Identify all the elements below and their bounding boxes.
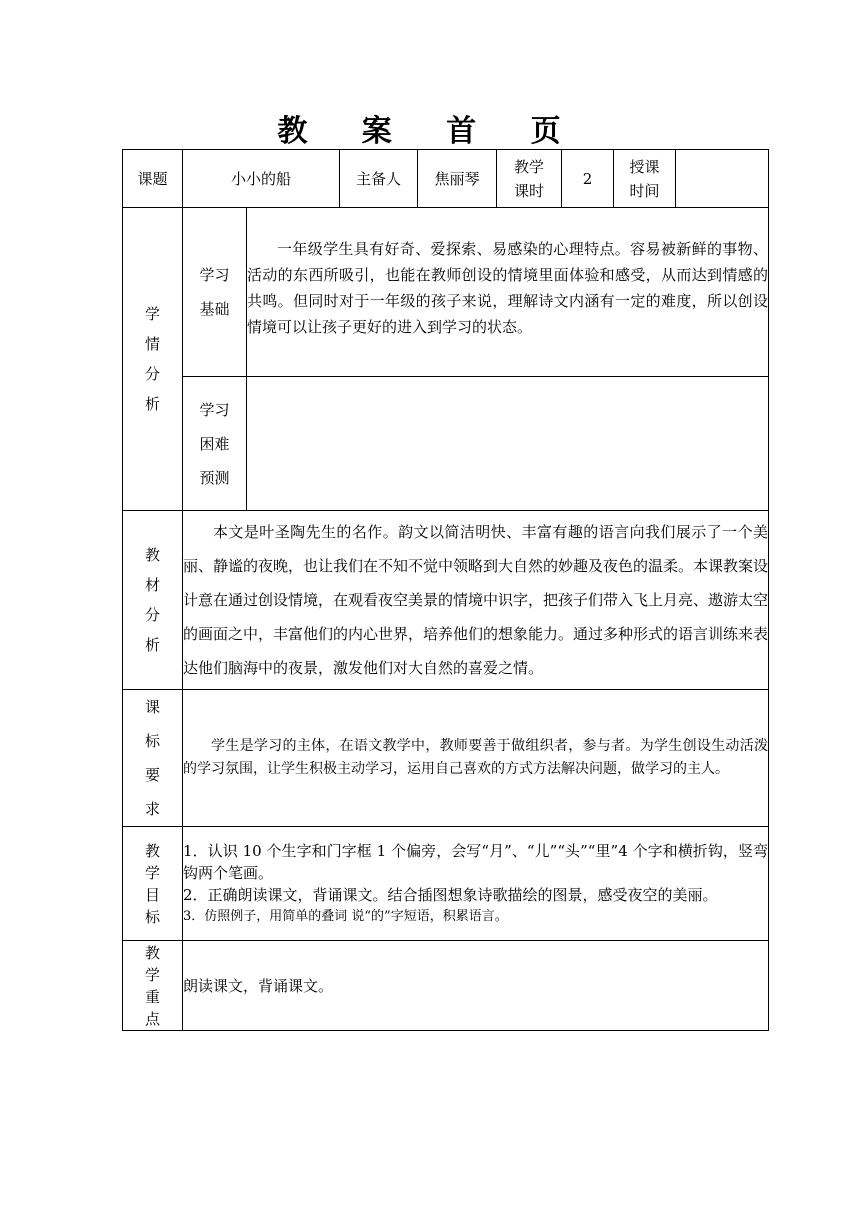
label-char: 教 bbox=[144, 546, 160, 564]
header-row bbox=[123, 150, 769, 208]
goals-list bbox=[183, 827, 769, 941]
time-label-line-1: 授课 bbox=[629, 157, 660, 176]
label-char: 分 bbox=[144, 365, 160, 383]
goal-item: 2．正确朗读课文，背诵课文。结合插图想象诗歌描绘的图景，感受夜空的美丽。 bbox=[183, 885, 718, 904]
hours-label-line-1: 教学 bbox=[514, 157, 545, 176]
label-char: 析 bbox=[144, 395, 160, 413]
material-analysis-text-cell bbox=[183, 511, 769, 690]
label-char: 学 bbox=[144, 305, 160, 323]
topic-value: 小小的船 bbox=[183, 150, 340, 208]
label-line: 预测 bbox=[199, 468, 230, 487]
label-char: 目 bbox=[144, 885, 160, 904]
difficulty-row bbox=[123, 377, 769, 511]
label-line: 基础 bbox=[199, 300, 230, 318]
preparer-value: 焦丽琴 bbox=[418, 150, 497, 208]
learning-basis-row bbox=[123, 208, 769, 377]
label-char: 标 bbox=[144, 732, 160, 750]
label-char: 材 bbox=[144, 576, 160, 594]
material-analysis-text: 本文是叶圣陶先生的名作。韵文以简洁明快、丰富有趣的语言向我们展示了一个美丽、静谧的夜晚，也让我们在不知不觉中领略到大自然的妙趣及夜色的温柔。本课教案设计意在通过创设情境，在观看夜空美景的情境中识字，把孩子们带入飞上月亮、遨游太空的画面之中，丰富他们的内心世界，培养他们的想象能力。通过多种形式的语言训练来表达他们脑海中的夜景，激发他们对大自然的喜爱之情。 bbox=[183, 523, 769, 677]
focus-text: 朗读课文，背诵课文。 bbox=[183, 941, 769, 1031]
label-char: 学 bbox=[144, 965, 160, 984]
hours-label bbox=[497, 150, 562, 208]
time-value bbox=[676, 150, 769, 208]
learning-basis-text-cell bbox=[247, 208, 769, 377]
standard-text: 学生是学习的主体，在语文教学中，教师要善于做组织者，参与者。为学生创设生动活泼的学习氛围，让学生积极主动学习，运用自己喜欢的方式方法解决问题，做学习的主人。 bbox=[183, 738, 769, 777]
material-analysis-row bbox=[123, 511, 769, 690]
focus-row bbox=[123, 941, 769, 1031]
standard-text-cell bbox=[183, 690, 769, 827]
lesson-plan-table bbox=[122, 149, 769, 1031]
label-char: 分 bbox=[144, 606, 160, 624]
learning-basis-label bbox=[183, 208, 247, 377]
label-char: 学 bbox=[144, 863, 160, 882]
label-char: 教 bbox=[144, 943, 160, 962]
time-label-line-2: 时间 bbox=[629, 181, 660, 200]
difficulty-text bbox=[247, 377, 769, 511]
label-char: 点 bbox=[144, 1009, 160, 1028]
label-char: 要 bbox=[144, 766, 160, 784]
focus-label bbox=[123, 941, 183, 1031]
topic-label: 课题 bbox=[123, 150, 183, 208]
student-analysis-label bbox=[123, 208, 183, 511]
goal-item: 1．认识 10 个生字和门字框 1 个偏旁，会写“月”、“儿”“头”“里”4 个字和横折钩，竖弯钩两个笔画。 bbox=[183, 841, 769, 882]
standard-row bbox=[123, 690, 769, 827]
goals-row bbox=[123, 827, 769, 941]
hours-value: 2 bbox=[562, 150, 614, 208]
time-label bbox=[614, 150, 676, 208]
label-char: 教 bbox=[144, 841, 160, 860]
goal-item: 3．仿照例子，用简单的叠词 说“的”字短语，积累语言。 bbox=[183, 908, 508, 924]
label-char: 重 bbox=[144, 987, 160, 1006]
label-char: 求 bbox=[144, 800, 160, 818]
label-char: 标 bbox=[144, 907, 160, 926]
label-char: 情 bbox=[144, 335, 160, 353]
label-line: 学习 bbox=[199, 266, 230, 284]
standard-label bbox=[123, 690, 183, 827]
hours-label-line-2: 课时 bbox=[514, 181, 545, 200]
label-line: 学习 bbox=[199, 400, 230, 419]
page-title: 教 案 首 页 bbox=[277, 114, 583, 149]
label-char: 析 bbox=[144, 636, 160, 654]
material-analysis-label bbox=[123, 511, 183, 690]
preparer-label: 主备人 bbox=[340, 150, 418, 208]
difficulty-label bbox=[183, 377, 247, 511]
label-line: 困难 bbox=[199, 434, 230, 453]
label-char: 课 bbox=[144, 698, 160, 716]
goals-label bbox=[123, 827, 183, 941]
learning-basis-text: 一年级学生具有好奇、爱探索、易感染的心理特点。容易被新鲜的事物、活动的东西所吸引，也能在教师创设的情境里面体验和感受，从而达到情感的共鸣。但同时对于一年级的孩子来说，理解诗文内涵有一定的难度，所以创设情境可以让孩子更好的进入到学习的状态。 bbox=[247, 240, 769, 336]
